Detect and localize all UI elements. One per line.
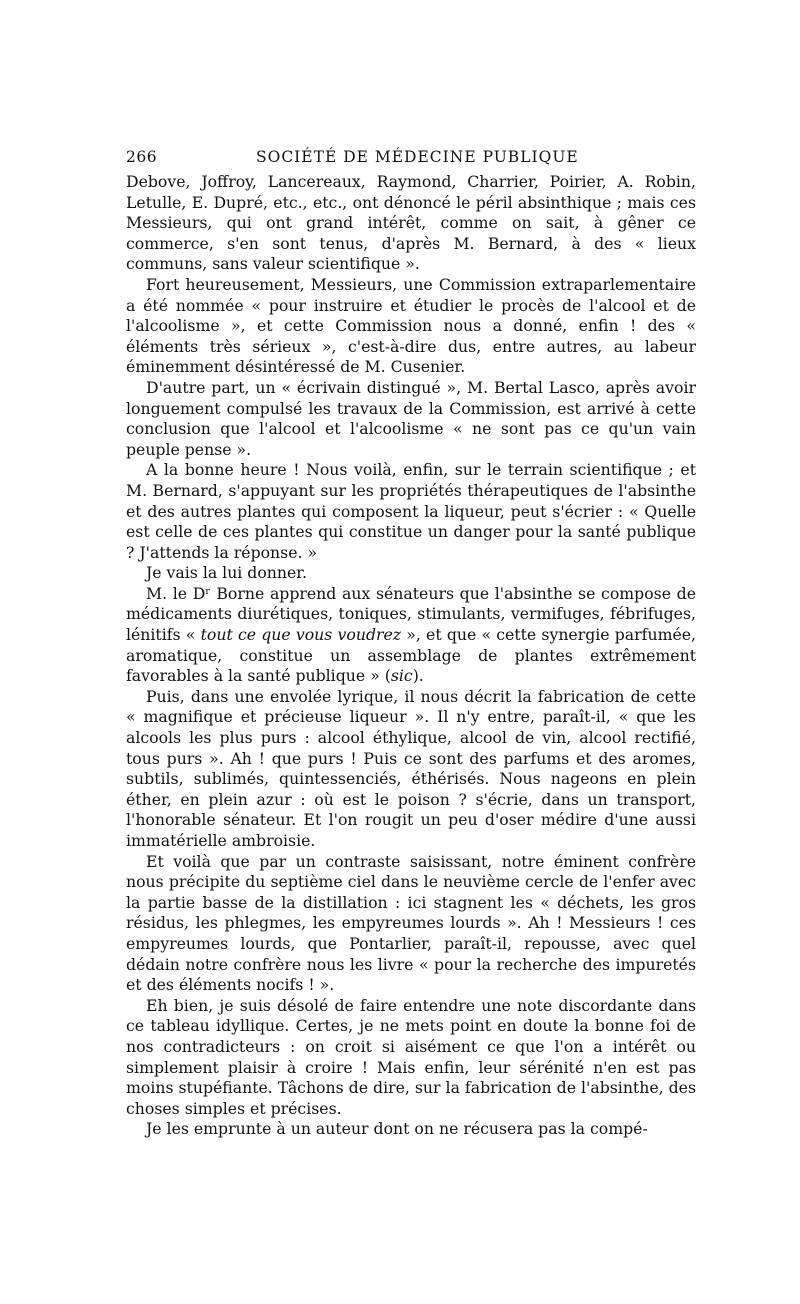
paragraph-9: Eh bien, je suis désolé de faire entendre une note discordante dans ce tableau idyllique. Certes, je ne mets point en doute la bonne foi de nos contradicteurs : on croit si aisément ce que l'on a intérêt ou simplement plaisir à croire ! Mais enfin, leur sérénité n'en est pas moins stupéfiante. Tâchons de dire, sur la fabrication de l'absinthe, des choses simples et précises. xyxy=(126,995,696,1118)
paragraph-1: Debove, Joffroy, Lancereaux, Raymond, Charrier, Poirier, A. Robin, Letulle, E. Dupré, etc., etc., ont dénoncé le péril absinthique ; mais ces Messieurs, qui ont grand intérêt, comme on sait, à gêner ce commerce, s'en sont tenus, d'après M. Bernard, à des « lieux communs, sans valeur scientifique ». xyxy=(126,172,696,274)
paragraph-5: Je vais la lui donner. xyxy=(146,563,308,583)
paragraph-8: Et voilà que par un contraste saisissant, notre éminent confrère nous précipite du septième ciel dans le neuvième cercle de l'enfer avec la partie basse de la distillation : ici stagnent les « déchets, les gros résidus, les phlegmes, les empyreumes lourds ». Ah ! Messieurs ! ces empyreumes lourds, que Pontarlier, paraît-il, repousse, avec quel dédain notre confrère nous les livre « pour la recherche des impuretés et des éléments nocifs ! ». xyxy=(126,851,696,995)
running-head xyxy=(126,142,696,172)
paragraph-7: Puis, dans une envolée lyrique, il nous décrit la fabrication de cette « magnifique et précieuse liqueur ». Il n'y entre, paraît-il, « que les alcools les plus purs : alcool éthylique, alcool de vin, alcool rectifié, tous purs ». Ah ! que purs ! Puis ce sont des parfums et des aromes, subtils, sublimés, quintessenciés, éthérisés. Nous nageons en plein éther, en plein azur : où est le poison ? s'écrie, dans un transport, l'honorable sénateur. Et l'on rougit un peu d'oser médire d'une aussi immatérielle ambroisie. xyxy=(126,686,696,850)
running-title: SOCIÉTÉ DE MÉDECINE PUBLIQUE xyxy=(256,148,579,166)
paragraph-6-text-a: M. le Dʳ Borne apprend aux sénateurs que l'absinthe se compose de médicaments diurétiques, toniques, stimulants, vermifuges, fébrifuges, lénitifs « xyxy=(126,583,696,645)
paragraph-6-italic-sic: sic xyxy=(390,666,413,686)
page-number: 266 xyxy=(126,148,158,166)
paragraph-2: Fort heureusement, Messieurs, une Commission extraparlementaire a été nommée « pour instruire et étudier le procès de l'alcool et de l'alcoolisme », et cette Commission nous a donné, enfin ! des « éléments très sérieux », c'est-à-dire dus, entre autres, au labeur éminemment désintéressé de M. Cusenier. xyxy=(126,274,696,377)
paragraph-6 xyxy=(126,584,696,687)
paragraph-6-italic: tout ce que vous voudrez xyxy=(200,625,402,645)
paragraph-6-text-c: ). xyxy=(412,666,424,686)
book-page xyxy=(126,142,696,1140)
paragraph-4: A la bonne heure ! Nous voilà, enfin, sur le terrain scientifique ; et M. Bernard, s'appuyant sur les propriétés thérapeutiques de l'absinthe et des autres plantes qui composent la liqueur, peut s'écrier : « Quelle est celle de ces plantes qui constitue un danger pour la santé publique ? J'attends la réponse. » xyxy=(126,460,696,562)
paragraph-6-text-b: », et que « cette synergie parfumée, aromatique, constitue un assemblage de plantes extrêmement favorables à la santé publique » ( xyxy=(126,625,696,686)
paragraph-10: Je les emprunte à un auteur dont on ne récusera pas la compé- xyxy=(146,1119,648,1139)
body-text xyxy=(126,172,696,1140)
paragraph-3: D'autre part, un « écrivain distingué », M. Bertal Lasco, après avoir longuement compulsé les travaux de la Commission, est arrivé à cette conclusion que l'alcool et l'alcoolisme « ne sont pas ce qu'un vain peuple pense ». xyxy=(126,377,696,459)
